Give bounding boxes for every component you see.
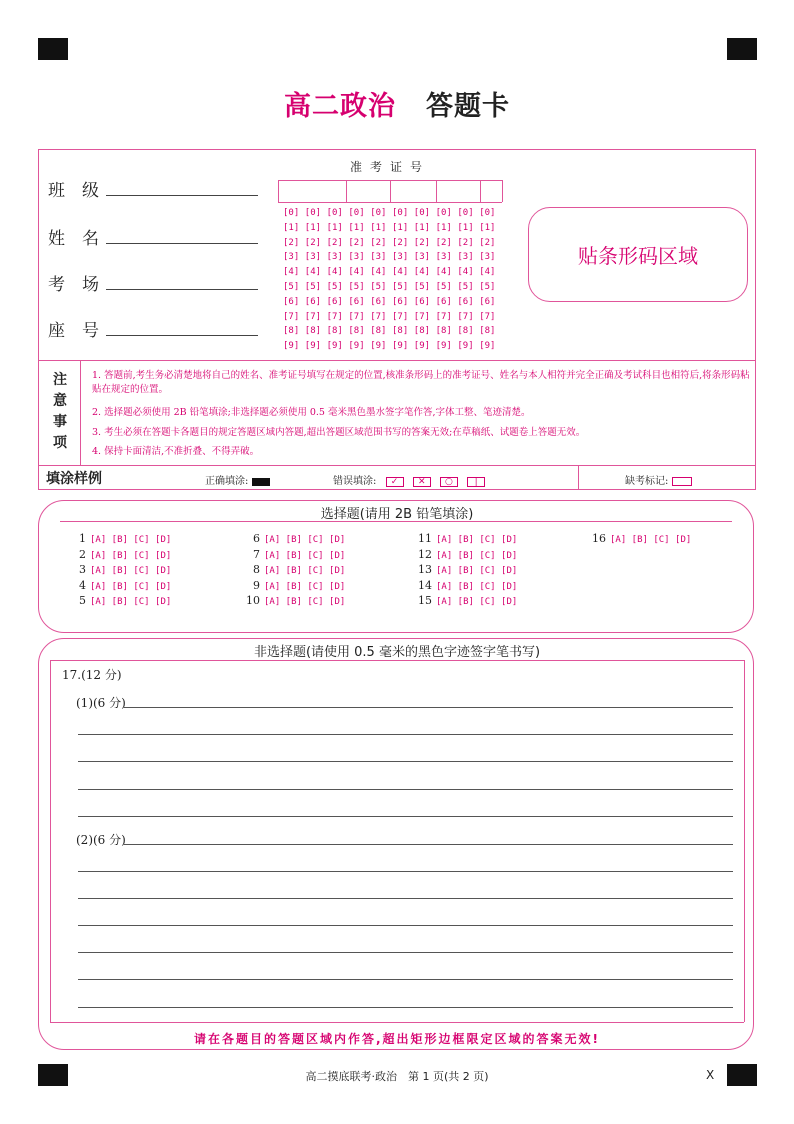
exam-id-digit-bubble[interactable]: [2] [304,237,322,248]
notice-item-3: 3. 考生必须在答题卡各题目的规定答题区域内答题,超出答题区域范围书写的答案无效;在草稿纸、试题卷上答题无效。 [92,427,586,438]
exam-id-digit-bubble[interactable]: [4] [435,267,452,278]
answer-line[interactable] [78,898,733,899]
choice-question-4[interactable]: 4 [A] [B] [C] [D] [79,578,172,592]
exam-id-digit-bubble[interactable]: [2] [392,237,409,248]
form-code: X [706,1068,715,1082]
exam-id-digit-bubble[interactable]: [1] [283,222,300,233]
choice-question-7[interactable]: 7 [A] [B] [C] [D] [253,547,346,561]
exam-id-digit-bubble[interactable]: [2] [283,237,300,248]
info-divider [38,360,756,361]
exam-id-digit-bubble[interactable]: [5] [435,282,452,292]
exam-id-digit-bubble[interactable]: [6] [479,296,496,307]
exam-id-digit-bubble[interactable]: [8] [283,326,300,337]
exam-id-digit-bubble[interactable]: [5] [283,282,300,292]
absent-checkbox[interactable] [672,477,692,486]
exam-id-digit-bubble[interactable]: [0] [370,208,387,218]
class-field[interactable] [48,176,104,201]
card-title: 答题卡 [426,91,510,122]
exam-id-digit-bubble[interactable]: [1] [457,222,474,233]
notice-item-1: 1. 答题前,考生务必清楚地将自己的姓名、准考证号填写在规定的位置,核准条形码上的准考证号、姓名与本人相符并完全正确及考试科目也相符后,将条形码粘贴在规定的位置。 [92,370,750,395]
exam-id-digit-bubble[interactable]: [9] [457,341,474,352]
exam-id-digit-bubble[interactable]: [5] [348,282,365,292]
exam-id-digit-bubble[interactable]: [8] [392,326,409,337]
name-field[interactable] [48,224,104,249]
exam-id-cell-divider [480,180,481,202]
answer-line[interactable] [78,816,733,817]
exam-id-digit-bubble[interactable]: [6] [435,296,452,307]
exam-id-digit-bubble[interactable]: [7] [283,311,300,322]
exam-id-digit-bubble[interactable]: [7] [479,311,496,322]
choice-question-3[interactable]: 3 [A] [B] [C] [D] [79,563,172,576]
question-17-label: 17.(12 分) [62,668,122,682]
exam-id-digit-bubble[interactable]: [6] [370,296,387,307]
wrong-fill-sample: 错误填涂: ✓ ✕ ○ | [333,472,485,487]
choice-question-1[interactable]: 1 [A] [B] [C] [D] [79,532,172,545]
exam-id-digit-bubble[interactable]: [4] [283,267,300,278]
exam-id-digit-bubble[interactable]: [1] [435,222,452,233]
exam-id-digit-bubble[interactable]: [5] [370,282,387,292]
exam-id-digit-bubble[interactable]: [5] [479,282,496,292]
filled-box-icon [252,478,270,486]
circle-mark-icon: ○ [440,477,458,487]
exam-id-digit-bubble[interactable]: [1] [479,222,496,233]
exam-id-cell-divider [390,180,391,202]
exam-id-digit-bubble[interactable]: [0] [413,208,431,218]
answer-line[interactable] [78,734,733,735]
exam-id-digit-bubble[interactable]: [4] [370,267,387,278]
exam-id-digit-bubble[interactable]: [4] [326,267,343,278]
exam-id-digit-bubble[interactable]: [3] [413,252,431,263]
fill-sample-title: 填涂样例 [46,471,102,487]
answer-area-warning: 请在各题目的答题区域内作答,超出矩形边框限定区域的答案无效! [193,1032,601,1046]
exam-id-digit-bubble[interactable]: [2] [348,237,365,248]
exam-id-digit-bubble[interactable]: [3] [457,252,474,263]
exam-id-digit-bubble[interactable]: [8] [348,326,365,337]
name-label: 姓 名 [48,229,99,249]
exam-id-digit-bubble[interactable]: [2] [370,237,387,248]
exam-id-digit-bubble[interactable]: [0] [479,208,496,218]
exam-id-digit-bubble[interactable]: [1] [348,222,365,233]
exam-id-digit-bubble[interactable]: [6] [413,296,431,307]
exam-id-digit-bubble[interactable]: [0] [457,208,474,218]
exam-id-digit-bubble[interactable]: [7] [304,311,322,322]
exam-id-digit-bubble[interactable]: [8] [304,326,322,337]
bar-mark-icon: | [467,477,485,487]
exam-id-digit-bubble[interactable]: [8] [370,326,387,337]
exam-id-digit-bubble[interactable]: [7] [435,311,452,322]
page-title [0,84,794,123]
check-mark-icon: ✓ [386,477,404,487]
barcode-area [528,207,748,302]
notice-item-4: 4. 保持卡面清洁,不准折叠、不得弄破。 [92,446,260,457]
exam-id-digit-bubble[interactable]: [3] [348,252,365,263]
exam-id-digit-bubble[interactable]: [2] [435,237,452,248]
exam-id-digit-bubble[interactable]: [6] [304,296,322,307]
choice-question-5[interactable]: 5 [A] [B] [C] [D] [79,594,172,607]
exam-id-digit-bubble[interactable]: [0] [392,208,409,218]
exam-id-digit-bubble[interactable]: [7] [392,311,409,322]
exam-id-digit-bubble[interactable]: [9] [370,341,387,352]
seat-field[interactable] [48,316,104,341]
exam-id-title: 准考证号 [349,160,430,174]
answer-line[interactable] [124,707,733,708]
exam-id-digit-bubble[interactable]: [9] [413,341,431,352]
exam-id-digit-bubble[interactable]: [0] [283,208,300,218]
absent-divider [578,465,579,490]
answer-line[interactable] [124,844,733,845]
exam-id-digit-bubble[interactable]: [3] [304,252,322,263]
barcode-label: 贴条形码区域 [578,244,698,268]
answer-line[interactable] [78,1007,733,1008]
correct-fill-sample: 正确填涂: [205,472,270,487]
exam-id-digit-bubble[interactable]: [5] [413,282,431,292]
exam-id-digit-bubble[interactable]: [4] [304,267,322,278]
choice-question-2[interactable]: 2 [A] [B] [C] [D] [79,547,172,561]
page-footer: 高二摸底联考·政治 第 1 页(共 2 页) [305,1070,489,1083]
exam-id-digit-bubble[interactable]: [4] [457,267,474,278]
exam-id-digit-bubble[interactable]: [0] [348,208,365,218]
exam-id-digit-bubble[interactable]: [7] [370,311,387,322]
exam-id-digit-bubble[interactable]: [6] [348,296,365,307]
alignment-mark-top-right [727,38,757,60]
exam-id-digit-bubble[interactable]: [4] [479,267,496,278]
exam-id-digit-bubble[interactable]: [5] [304,282,322,292]
exam-id-digit-bubble[interactable]: [0] [326,208,343,218]
exam-id-digit-bubble[interactable]: [9] [348,341,365,352]
answer-line[interactable] [78,979,733,980]
exam-id-digit-bubble[interactable]: [0] [304,208,322,218]
exam-id-digit-bubble[interactable]: [0] [435,208,452,218]
exam-id-digit-bubble[interactable]: [7] [413,311,431,322]
choice-question-6[interactable]: 6 [A] [B] [C] [D] [253,532,346,545]
notice-item-2: 2. 选择题必须使用 2B 铅笔填涂;非选择题必须使用 0.5 毫米黑色墨水签字笔作答,字体工整、笔迹清楚。 [92,407,531,418]
exam-id-digit-bubble[interactable]: [1] [413,222,431,233]
exam-id-digit-bubble[interactable]: [3] [283,252,300,263]
answer-line[interactable] [78,952,733,953]
exam-id-digit-bubble[interactable]: [6] [392,296,409,307]
exam-id-digit-bubble[interactable]: [2] [479,237,496,248]
notice-label: 注 意 事 项 [53,372,67,451]
exam-id-boxes[interactable] [278,180,502,202]
exam-id-digit-bubble[interactable]: [4] [348,267,365,278]
exam-id-digit-bubble[interactable]: [8] [457,326,474,337]
choice-title: 选择题(请用 2B 铅笔填涂) [320,507,474,522]
exam-id-digit-bubble[interactable]: [7] [457,311,474,322]
cross-mark-icon: ✕ [413,477,431,487]
exam-id-digit-bubble[interactable]: [3] [370,252,387,263]
answer-line[interactable] [78,761,733,762]
seat-label: 座 号 [48,321,99,341]
answer-line[interactable] [78,871,733,872]
notice-label-divider [80,360,81,465]
choice-question-13[interactable]: 13 [A] [B] [C] [D] [418,563,518,576]
absent-mark[interactable]: 缺考标记: [625,472,692,487]
exam-id-digit-bubble[interactable]: [9] [283,341,300,352]
exam-id-digit-bubble[interactable]: [4] [392,267,409,278]
sub-question-2-label: (2)(6 分) [76,833,126,847]
choice-question-9[interactable]: 9 [A] [B] [C] [D] [253,578,346,592]
exam-id-digit-bubble[interactable]: [2] [413,237,431,248]
exam-id-digit-bubble[interactable]: [9] [304,341,322,352]
exam-id-digit-bubble[interactable]: [5] [326,282,343,292]
exam-id-digit-bubble[interactable]: [1] [392,222,409,233]
answer-line[interactable] [78,925,733,926]
room-field[interactable] [48,270,104,295]
exam-id-digit-bubble[interactable]: [3] [392,252,409,263]
exam-id-digit-bubble[interactable]: [9] [326,341,343,352]
exam-id-digit-bubble[interactable]: [5] [457,282,474,292]
choice-question-15[interactable]: 15 [A] [B] [C] [D] [418,594,518,607]
exam-id-digit-bubble[interactable]: [1] [326,222,343,233]
choice-question-12[interactable]: 12 [A] [B] [C] [D] [418,547,518,561]
exam-id-cell-divider [346,180,347,202]
exam-id-digit-bubble[interactable]: [2] [457,237,474,248]
class-label: 班 级 [48,181,99,201]
exam-id-digit-bubble[interactable]: [3] [435,252,452,263]
exam-id-digit-bubble[interactable]: [9] [435,341,452,352]
exam-id-digit-bubble[interactable]: [8] [413,326,431,337]
choice-question-14[interactable]: 14 [A] [B] [C] [D] [418,578,518,592]
exam-id-digit-bubble[interactable]: [6] [326,296,343,307]
choice-question-11[interactable]: 11 [A] [B] [C] [D] [418,532,518,545]
exam-id-cell-divider [436,180,437,202]
exam-id-digit-bubble[interactable]: [3] [326,252,343,263]
room-label: 考 场 [48,275,99,295]
sample-divider [38,465,756,466]
exam-id-digit-bubble[interactable]: [9] [479,341,496,352]
choice-question-16[interactable]: 16 [A] [B] [C] [D] [592,532,692,545]
exam-id-digit-bubble[interactable]: [9] [392,341,409,352]
sub-question-1-label: (1)(6 分) [76,696,126,710]
exam-id-digit-bubble[interactable]: [7] [326,311,343,322]
subject-title: 高二政治 [284,91,396,122]
exam-id-digit-bubble[interactable]: [5] [392,282,409,292]
exam-id-digit-bubble[interactable]: [6] [283,296,300,307]
choice-question-10[interactable]: 10 [A] [B] [C] [D] [246,594,346,607]
exam-id-digit-bubble[interactable]: [1] [304,222,322,233]
exam-id-digit-bubble[interactable]: [2] [326,237,343,248]
exam-id-digit-bubble[interactable]: [1] [370,222,387,233]
answer-line[interactable] [78,789,733,790]
exam-id-digit-bubble[interactable]: [4] [413,267,431,278]
exam-id-digit-bubble[interactable]: [8] [326,326,343,337]
exam-id-digit-bubble[interactable]: [7] [348,311,365,322]
exam-id-digit-bubble[interactable]: [8] [435,326,452,337]
exam-id-cell-divider [278,180,279,202]
exam-id-digit-bubble[interactable]: [8] [479,326,496,337]
choice-question-8[interactable]: 8 [A] [B] [C] [D] [253,563,346,576]
exam-id-digit-bubble[interactable]: [6] [457,296,474,307]
nonchoice-title: 非选择题(请使用 0.5 毫米的黑色字迹签字笔书写) [253,645,541,660]
exam-id-cell-divider [502,180,503,202]
alignment-mark-top-left [38,38,68,60]
exam-id-digit-bubble[interactable]: [3] [479,252,496,263]
